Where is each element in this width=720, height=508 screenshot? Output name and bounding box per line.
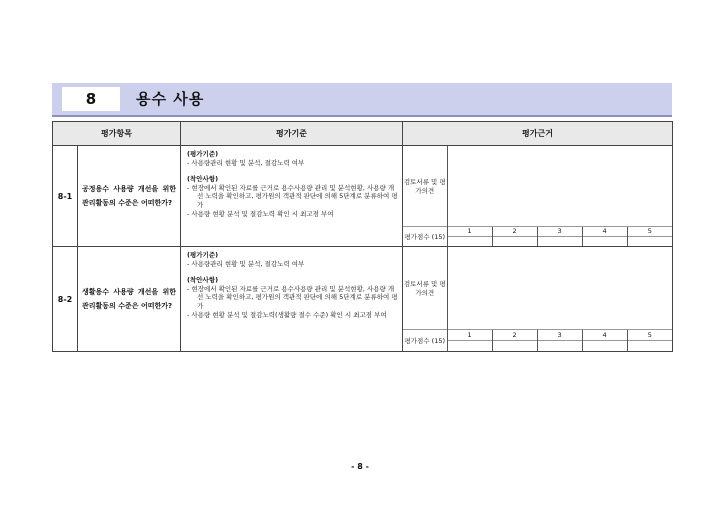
criteria-title: (평가기준) [187, 150, 219, 158]
checks-item: - 현장에서 확인된 자료를 근거로 용수사용량 관리 및 분석현황, 사용량 개선 노력을 확인하고, 평가원의 객관적 판단에 의해 5단계로 분류하여 평가 [187, 183, 398, 209]
evaluation-table [52, 121, 673, 352]
score-check-3[interactable] [537, 236, 582, 246]
item-question: 생활용수 사용량 개선을 위한 관리활동의 수준은 어떠한가? [78, 247, 181, 352]
score-check-3[interactable] [537, 340, 582, 351]
criteria-title: (평가기준) [187, 251, 219, 259]
checks-item: - 현장에서 확인된 자료를 근거로 용수사용량 관리 및 분석현황, 사용량 개선 노력을 확인하고, 평가원의 객관적 판단에 의해 5단계로 분류하여 평가 [187, 284, 398, 310]
review-input[interactable] [447, 146, 672, 226]
table-row [53, 247, 673, 352]
table-row [53, 146, 673, 247]
score-check-2[interactable] [492, 340, 537, 351]
score-option-3: 3 [537, 329, 582, 340]
score-option-2: 2 [492, 226, 537, 236]
score-label: 평가점수 (15) [403, 226, 447, 246]
score-option-3: 3 [537, 226, 582, 236]
checks-item: - 사용량 현황 분석 및 절감노력 확인 시 최고점 부여 [187, 209, 334, 218]
checks-title: (착안사항) [187, 276, 219, 285]
page-number: - 8 - [351, 462, 369, 471]
header-evaluation-basis: 평가근거 [403, 122, 673, 146]
score-check-4[interactable] [582, 340, 627, 351]
item-id: 8-2 [53, 247, 78, 352]
review-label: 검토서류 및 평가의견 [403, 177, 446, 195]
criteria-cell [181, 146, 403, 247]
item-id: 8-1 [53, 146, 78, 247]
section-number: 8 [62, 87, 120, 111]
score-check-2[interactable] [492, 236, 537, 246]
header-evaluation-criteria: 평가기준 [181, 122, 403, 146]
score-option-5: 5 [627, 226, 672, 236]
score-option-2: 2 [492, 329, 537, 340]
score-check-1[interactable] [447, 340, 492, 351]
score-label: 평가점수 (15) [403, 329, 447, 351]
score-option-4: 4 [582, 329, 627, 340]
score-option-1: 1 [447, 329, 492, 340]
basis-grid [403, 247, 672, 351]
score-check-4[interactable] [582, 236, 627, 246]
score-option-1: 1 [447, 226, 492, 236]
review-input[interactable] [447, 247, 672, 329]
score-option-5: 5 [627, 329, 672, 340]
basis-grid [403, 146, 672, 246]
header-evaluation-item: 평가항목 [53, 122, 181, 146]
checks-item: - 사용량 현황 분석 및 절감노력(생활량 절수 수준) 확인 시 최고점 부여 [187, 310, 387, 319]
item-question: 공정용수 사용량 개선을 위한 관리활동의 수준은 어떠한가? [78, 146, 181, 247]
section-banner [52, 83, 672, 117]
basis-cell [403, 146, 673, 247]
score-check-5[interactable] [627, 236, 672, 246]
section-title: 용수 사용 [136, 90, 205, 108]
score-check-1[interactable] [447, 236, 492, 246]
criteria-cell [181, 247, 403, 352]
review-label: 검토서류 및 평가의견 [403, 279, 446, 297]
score-check-5[interactable] [627, 340, 672, 351]
criteria-item: - 사용량관리 현황 및 분석, 절감노력 여부 [187, 259, 305, 268]
criteria-item: - 사용량관리 현황 및 분석, 절감노력 여부 [187, 158, 305, 167]
checks-title: (착안사항) [187, 175, 219, 184]
score-option-4: 4 [582, 226, 627, 236]
basis-cell [403, 247, 673, 352]
